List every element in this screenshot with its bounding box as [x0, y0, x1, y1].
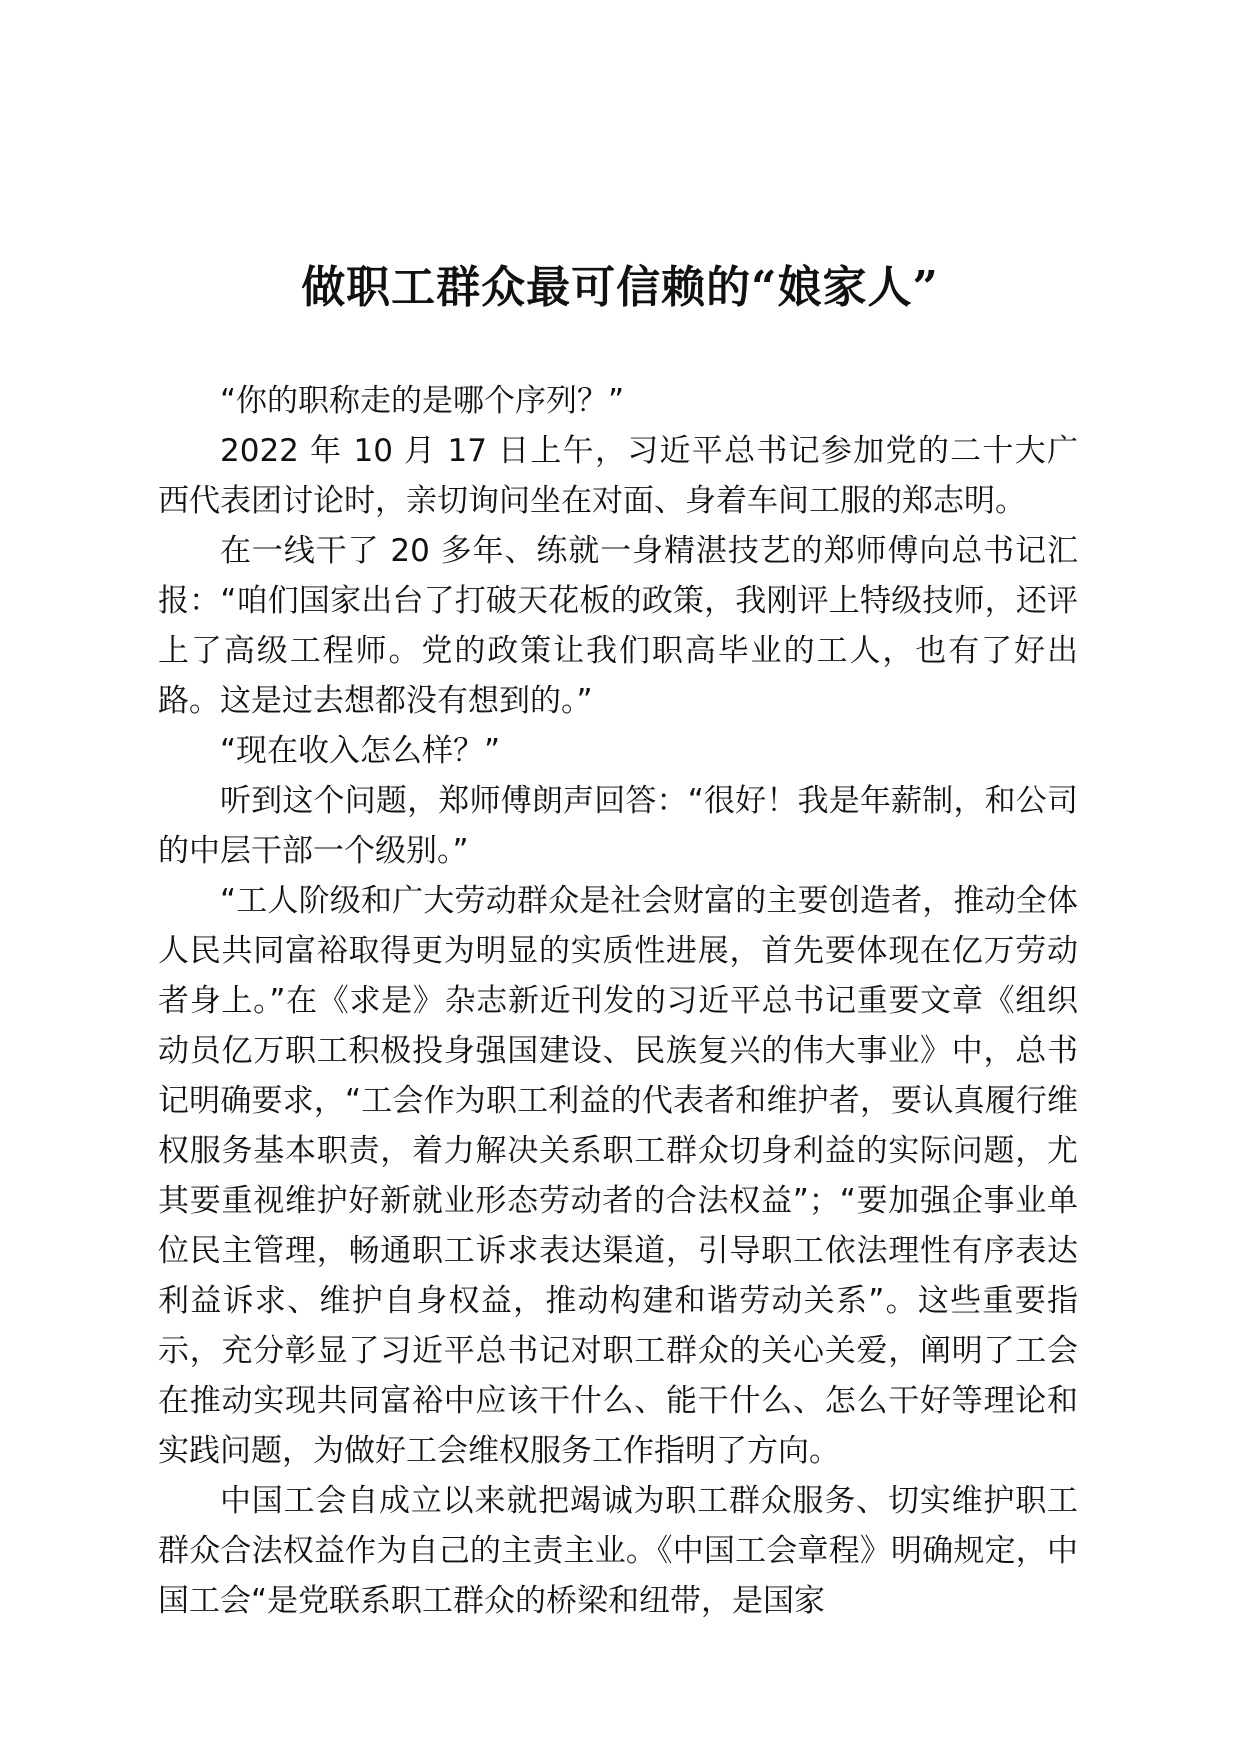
paragraph-7: 中国工会自成立以来就把竭诚为职工群众服务、切实维护职工群众合法权益作为自己的主责主业。《中国工会章程》明确规定，中国工会“是党联系职工群众的桥梁和纽带，是国家 [158, 1483, 1078, 1619]
document-title: 做职工群众最可信赖的“娘家人” [301, 262, 939, 313]
paragraph-3: 在一线干了 20 多年、练就一身精湛技艺的郑师傅向总书记汇报：“咱们国家出台了打破天花板的政策，我刚评上特级技师，还评上了高级工程师。党的政策让我们职高毕业的工人，也有了好出路。这是过去想都没有想到的。” [158, 533, 1078, 719]
paragraph-6: “工人阶级和广大劳动群众是社会财富的主要创造者，推动全体人民共同富裕取得更为明显的实质性进展，首先要体现在亿万劳动者身上。”在《求是》杂志新近刊发的习近平总书记重要文章《组织动员亿万职工积极投身强国建设、民族复兴的伟大事业》中，总书记明确要求，“工会作为职工利益的代表者和维护者，要认真履行维权服务基本职责，着力解决关系职工群众切身利益的实际问题，尤其要重视维护好新就业形态劳动者的合法权益”；“要加强企事业单位民主管理，畅通职工诉求表达渠道，引导职工依法理性有序表达利益诉求、维护自身权益，推动构建和谐劳动关系”。这些重要指示，充分彰显了习近平总书记对职工群众的关心关爱，阐明了工会在推动实现共同富裕中应该干什么、能干什么、怎么干好等理论和实践问题，为做好工会维权服务工作指明了方向。 [158, 883, 1078, 1469]
document-body [158, 376, 1078, 1626]
paragraph-4: “现在收入怎么样？” [220, 733, 501, 769]
paragraph-1: “你的职称走的是哪个序列？” [220, 383, 625, 419]
paragraph-5: 听到这个问题，郑师傅朗声回答：“很好！我是年薪制，和公司的中层干部一个级别。” [158, 783, 1078, 869]
paragraph-2: 2022 年 10 月 17 日上午，习近平总书记参加党的二十大广西代表团讨论时，亲切询问坐在对面、身着车间工服的郑志明。 [158, 433, 1078, 519]
